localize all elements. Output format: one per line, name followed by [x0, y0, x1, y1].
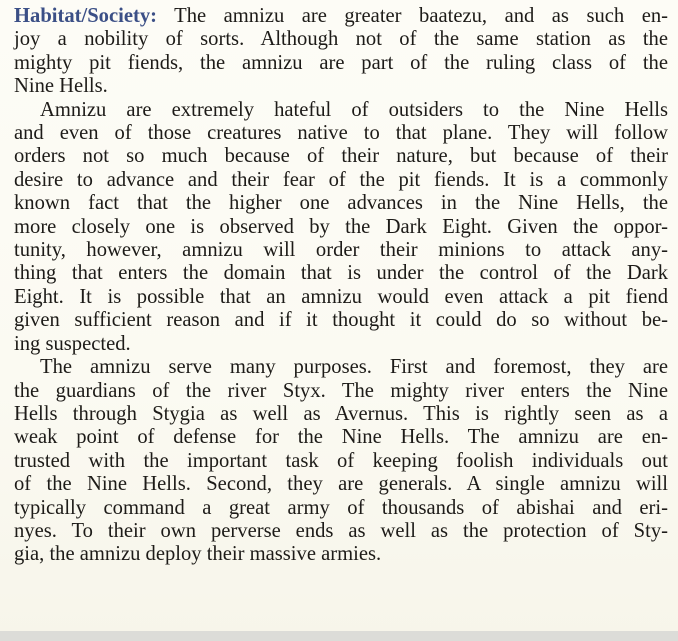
text-line: Eight. It is possible that an amnizu would even attack a pit fiend	[14, 285, 668, 308]
text-line: more closely one is observed by the Dark Eight. Given the oppor-	[14, 215, 668, 238]
text-line: given sufficient reason and if it thought it could do so without be-	[14, 309, 668, 332]
text-line: weak point of defense for the Nine Hells. The amnizu are en-	[14, 426, 668, 449]
text-line: tunity, however, amnizu will order their minions to attack any-	[14, 239, 668, 262]
habitat-society-section	[14, 5, 668, 567]
text-line: The amnizu serve many purposes. First and foremost, they are	[40, 356, 668, 379]
text-line: mighty pit fiends, the amnizu are part of the ruling class of the	[14, 51, 668, 74]
text-line: ing suspected.	[14, 332, 131, 355]
text-line: Amnizu are extremely hateful of outsiders to the Nine Hells	[40, 98, 668, 121]
text-line: the guardians of the river Styx. The mighty river enters the Nine	[14, 379, 668, 402]
text-line: Hells through Stygia as well as Avernus. This is rightly seen as a	[14, 402, 668, 425]
text-line: typically command a great army of thousands of abishai and eri-	[14, 496, 668, 519]
text-line: orders not so much because of their nature, but because of their	[14, 145, 668, 168]
text-line: thing that enters the domain that is under the control of the Dark	[14, 262, 668, 285]
text-line: Nine Hells.	[14, 75, 108, 98]
text-line: of the Nine Hells. Second, they are generals. A single amnizu will	[14, 473, 668, 496]
text-line: known fact that the higher one advances in the Nine Hells, the	[14, 192, 668, 215]
paragraph-2	[14, 99, 668, 356]
text-line: desire to advance and their fear of the pit fiends. It is a commonly	[14, 168, 668, 191]
text-line: trusted with the important task of keeping foolish individuals out	[14, 449, 668, 472]
text-line: nyes. To their own perverse ends as well as the protection of Sty-	[14, 519, 668, 542]
paragraph-3	[14, 356, 668, 567]
text-line: and even of those creatures native to that plane. They will follow	[14, 122, 668, 145]
text-line: Habitat/Society: The amnizu are greater baatezu, and as such en-	[14, 5, 668, 27]
text-line: joy a nobility of sorts. Although not of the same station as the	[14, 28, 668, 51]
section-heading: Habitat/Society:	[14, 5, 157, 27]
paragraph-1	[14, 5, 668, 99]
text-line: gia, the amnizu deploy their massive armies.	[14, 543, 382, 566]
